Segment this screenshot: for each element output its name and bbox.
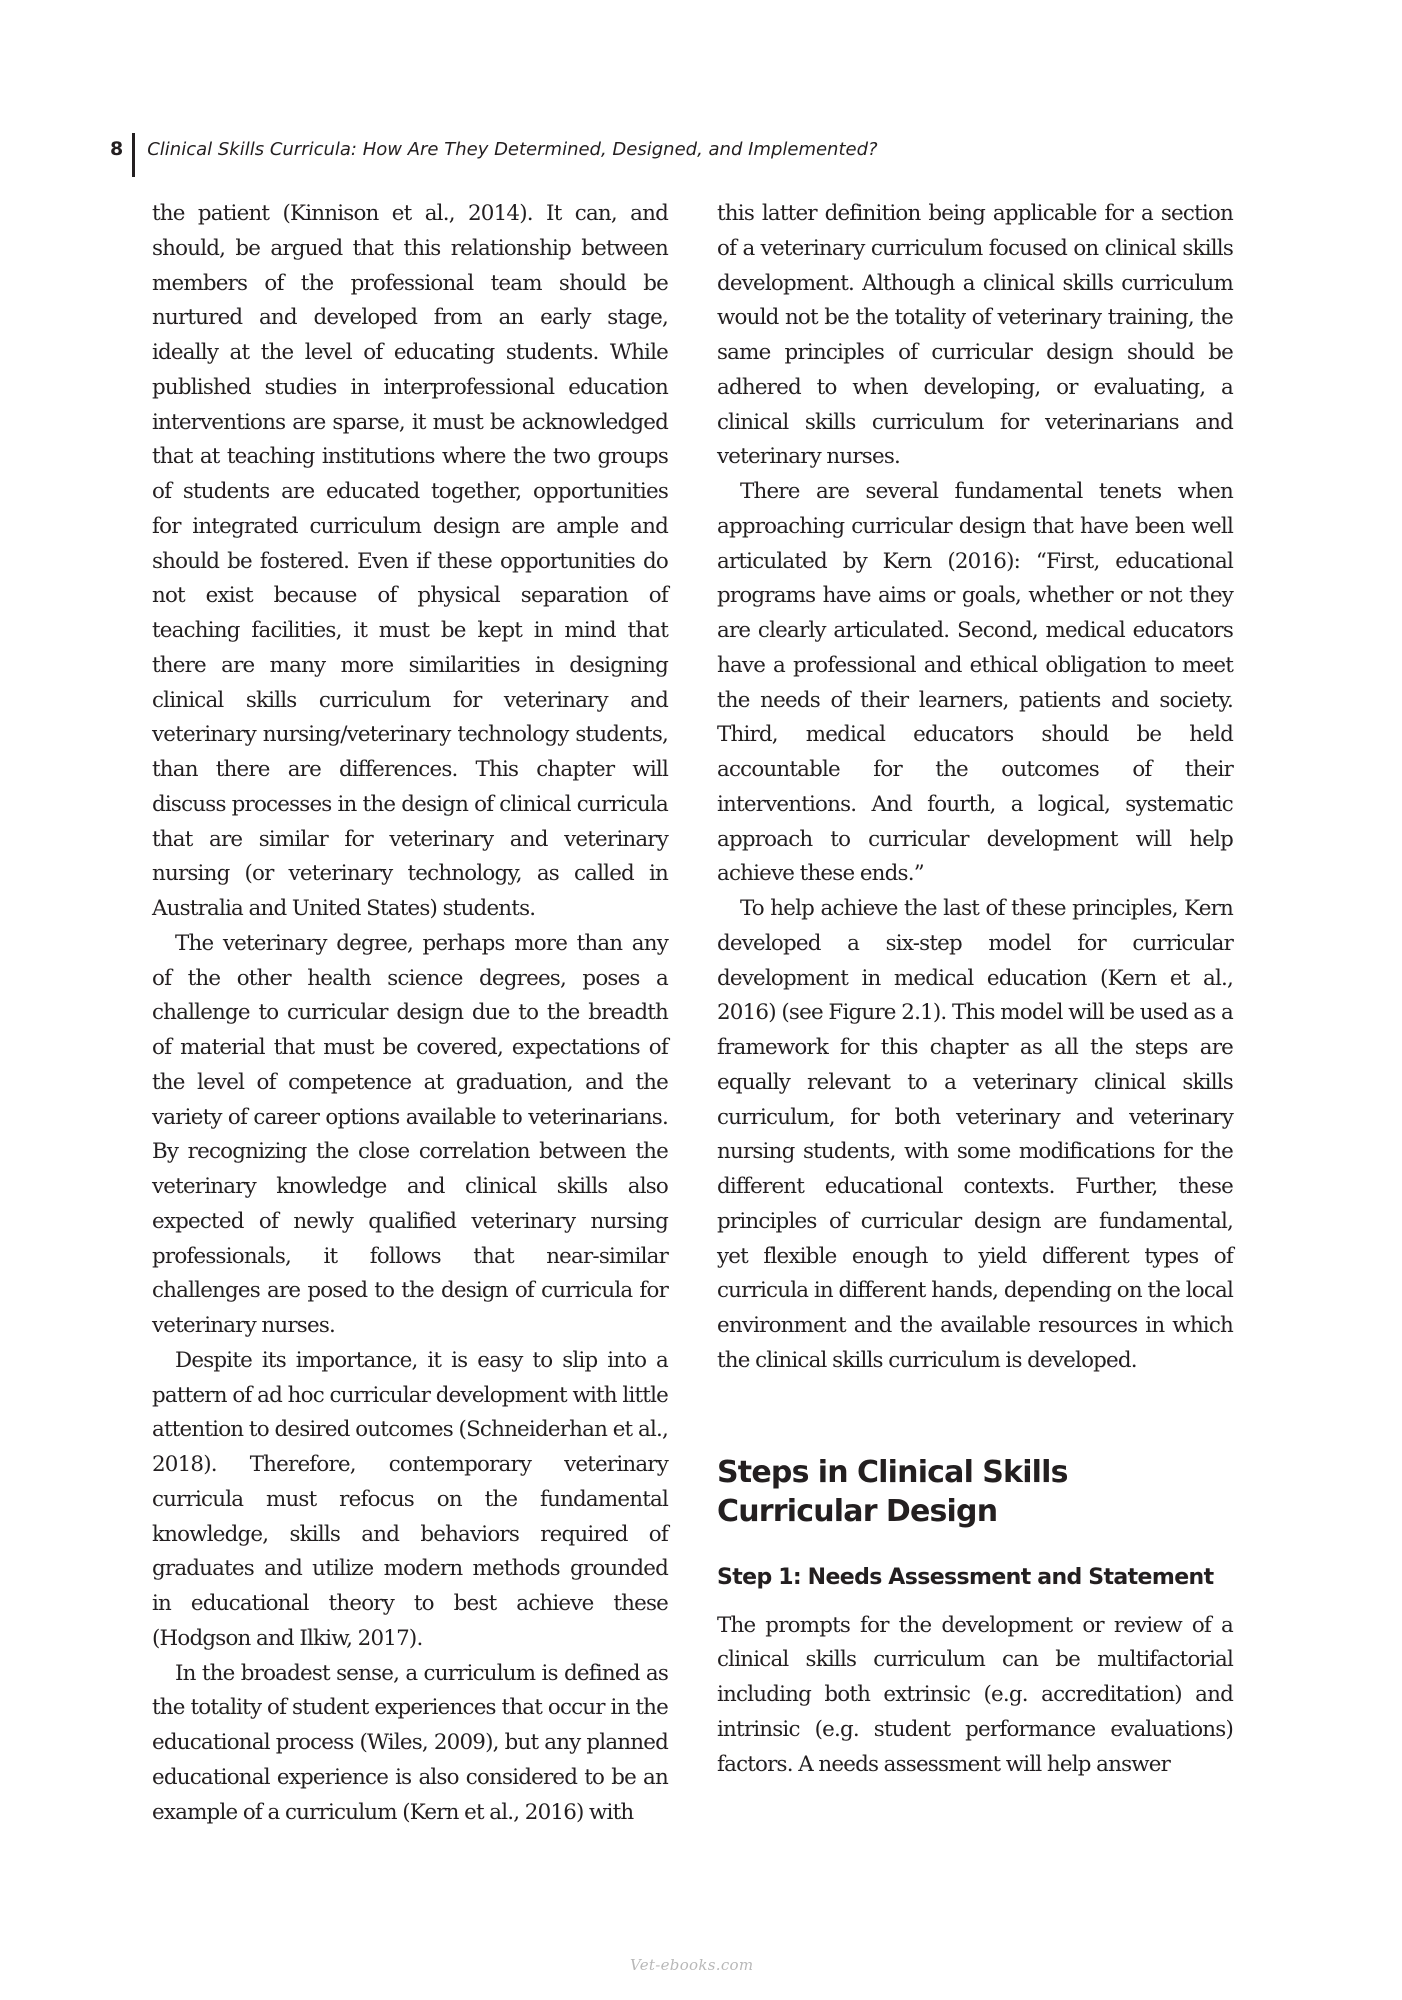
paragraph: Despite its importance, it is easy to slip into a pattern of ad hoc curricular development with little attention to desired outcomes (Schneiderhan et al., 2018). Therefore, contemporary veterinary curricula must refocus on the fundamental knowledge, skills and behaviors required of graduates and utilize modern methods grounded in educational theory to best achieve these (Hodgson and Ilkiw, 2017). (152, 1347, 668, 1651)
paragraph: To help achieve the last of these principles, Kern developed a six-step model for curricular development in medical education (Kern et al., 2016) (see Figure 2.1). This model will be used as a framework for this chapter as all the steps are equally relevant to a veterinary clinical skills curriculum, for both veterinary and veterinary nursing students, with some modifications for the different educational contexts. Further, these principles of curricular design are fundamental, yet flexible enough to yield different types of curricula in different hands, depending on the local environment and the available resources in which the clinical skills curriculum is developed. (717, 896, 1233, 1373)
paragraph: the patient (Kinnison et al., 2014). It can, and should, be argued that this relationship between members of the professional team should be nurtured and developed from an early stage, ideally at the level of educating students. While published studies in interprofessional education interventions are sparse, it must be acknowledged that at teaching institutions where the two groups of students are educated together, opportunities for integrated curriculum design are ample and should be fostered. Even if these opportunities do not exist because of physical separation of teaching facilities, it must be kept in mind that there are many more similarities in designing clinical skills curriculum for veterinary and veterinary nursing/veterinary technology students, than there are differences. This chapter will discuss processes in the design of clinical curricula that are similar for veterinary and veterinary nursing (or veterinary technology, as called in Australia and United States) students. (152, 201, 668, 921)
paragraph: In the broadest sense, a curriculum is defined as the totality of student experiences that occur in the educational process (Wiles, 2009), but any planned educational experience is also considered to be an example of a curriculum (Kern et al., 2016) with (152, 1660, 668, 1825)
sub-heading: Step 1: Needs Assessment and Statement (717, 1564, 1214, 1590)
header-divider (132, 133, 135, 177)
paragraph: this latter definition being applicable for a section of a veterinary curriculum focused on clinical skills development. Although a clinical skills curriculum would not be the totality of veterinary training, the same principles of curricular design should be adhered to when developing, or evaluating, a clinical skills curriculum for veterinarians and veterinary nurses. (717, 201, 1233, 470)
left-column (152, 197, 668, 1830)
right-column (717, 197, 1233, 1782)
page-number: 8 (110, 138, 124, 160)
section-heading: Steps in Clinical Skills Curricular Design (717, 1454, 1068, 1529)
paragraph: The veterinary degree, perhaps more than any of the other health science degrees, poses a challenge to curricular design due to the breadth of material that must be covered, expectations of the level of competence at graduation, and the variety of career options available to veterinarians. By recognizing the close correlation between the veterinary knowledge and clinical skills also expected of newly qualified veterinary nursing professionals, it follows that near-similar challenges are posed to the design of curricula for veterinary nurses. (152, 930, 668, 1338)
paragraph: There are several fundamental tenets when approaching curricular design that have been well articulated by Kern (2016): “First, educational programs have aims or goals, whether or not they are clearly articulated. Second, medical educators have a professional and ethical obligation to meet the needs of their learners, patients and society. Third, medical educators should be held accountable for the outcomes of their interventions. And fourth, a logical, systematic approach to curricular development will help achieve these ends.” (717, 479, 1233, 887)
paragraph: The prompts for the development or review of a clinical skills curriculum can be multifactorial including both extrinsic (e.g. accreditation) and intrinsic (e.g. student performance evaluations) factors. A needs assessment will help answer (717, 1612, 1233, 1777)
running-head (110, 133, 878, 177)
watermark: Vet-ebooks.com (630, 1956, 754, 1974)
running-title: Clinical Skills Curricula: How Are They Determined, Designed, and Implemented? (147, 139, 878, 160)
